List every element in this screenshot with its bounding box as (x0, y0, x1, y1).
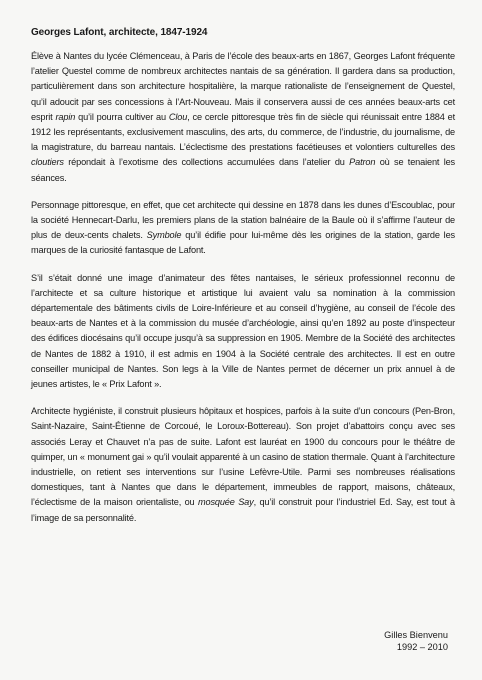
italic-term: Patron (349, 157, 376, 168)
text-run: répondait à l’exotisme des collections accumulées dans l’atelier du (63, 157, 350, 168)
italic-term: rapin (55, 111, 76, 122)
text-run: qu’il pourra cultiver au (75, 111, 169, 122)
text-run: Élève à Nantes du lycée Clémenceau, à Paris de l’école des beaux-arts en 1867, Georges Lafont fréquente l’atelier Questel comme de nombreux architectes nantais de sa génération. Il gardera dans sa production, particulièrement dans son architecture hospitalière, la marque rationaliste de l’enseignement de Questel, qu’il adoucit par ses concessions à l’Art-Nouveau. Mais il conservera aussi de ces années beaux-arts cet esprit (31, 51, 455, 122)
signature-block (384, 629, 448, 653)
signature-years: 1992 – 2010 (396, 642, 448, 652)
document-title: Georges Lafont, architecte, 1847-1924 (31, 27, 208, 38)
text-run: S’il s’était donné une image d’animateur des fêtes nantaises, le sérieux professionnel reconnu de l’architecte et sa culture historique et artistique lui avaient valu sa nomination à la commission départementale des bâtiments civils de Loire-Inférieure et au conseil d’hygiène, au conseil de l’école des beaux-arts de Nantes et à la commission du musée d’archéologie, ainsi qu’en 1892 au poste d’inspecteur des édifices diocésains qu’il occupe jusqu’à sa suppression en 1905. Membre de la Société des architectes de Nantes de 1882 à 1910, il est admis en 1904 à la Société centrale des architectes. Il est en outre conseiller municipal de Nantes. Son legs à la Ville de Nantes permet de décerner un prix annuel à de jeunes artistes, le « Prix Lafont ». (31, 272, 455, 390)
paragraph (31, 271, 455, 393)
text-run: , ce cercle pittoresque très fin de siècle qui réunissait entre 1884 et 1912 les représentants, exclusivement masculins, des arts, du commerce, de l’industrie, du journalisme, de la magistrature, du barreau nantais. L’éclectisme des prestations facétieuses et volontiers culturelles des (31, 111, 455, 153)
text-run: , qu’il construit pour l’industriel Ed. Say, est tout à l’image de sa personnalité. (31, 497, 456, 523)
italic-term: Symbole (146, 230, 182, 241)
document-body (31, 49, 455, 526)
text-run: qu’il édifie pour lui-même dès les origines de la station, garde les marques de la curiosité fantasque de Lafont. (31, 230, 455, 256)
signature-author: Gilles Bienvenu (384, 630, 448, 640)
italic-term: cloutiers (31, 157, 64, 168)
paragraph (31, 198, 455, 259)
text-run: Architecte hygiéniste, il construit plusieurs hôpitaux et hospices, parfois à la suite d’un concours (Pen-Bron, Saint-Nazaire, Saint-Étienne de Corcoué, le Loroux-Bottereau). Son projet d’abattoirs conçu avec ses associés Leray et Chauvet n’a pas de suite. Lafont est lauréat en 1900 du concours pour le théâtre de quimper, un « monument gai » qu’il voulait apparenté à un casino de station thermale. Quant à l’architecture industrielle, on retient ses interventions sur l’usine Lefèvre-Utile. Parmi ses nombreuses réalisations domestiques, tant à Nantes que dans le département, immeubles de rapport, maisons, châteaux, l’éclectisme de la maison orientaliste, ou (31, 406, 455, 508)
paragraph (31, 49, 455, 186)
italic-term: Clou (168, 111, 188, 122)
paragraph (31, 404, 455, 526)
italic-term: mosquée Say (197, 497, 254, 508)
text-run: où se tenaient les séances. (31, 157, 455, 183)
text-run: Personnage pittoresque, en effet, que cet architecte qui dessine en 1878 dans les dunes d’Escoublac, pour la société Hennecart-Darlu, les premiers plans de la station balnéaire de la Baule où il s’affirme l’auteur de plus de deux-cents chalets. (31, 199, 455, 241)
